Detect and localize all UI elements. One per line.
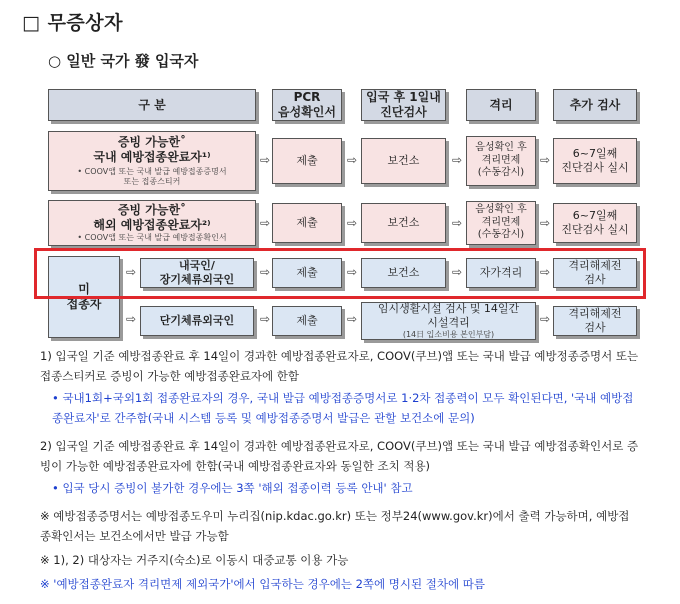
arrow-icon: ⇨ (451, 153, 463, 167)
arrow-icon: ⇨ (346, 265, 358, 279)
page-title: □ 무증상자 (22, 12, 123, 34)
sub2-day1-text: 임시생활시설 검사 및 14일간 시설격리 (377, 302, 520, 330)
sub-domestic-longterm: 내국인/ 장기체류외국인 (140, 258, 254, 288)
arrow-icon: ⇨ (346, 216, 358, 230)
row2-pcr: 제출 (272, 203, 342, 243)
sub2-day1-facility (361, 302, 536, 340)
row1-pcr: 제출 (272, 138, 342, 184)
note-3: ※ 예방접종증명서는 예방접종도우미 누리집(nip.kdac.go.kr) 또는 정부24(www.gov.kr)에서 출력 가능하며, 예방접종확인서는 보건소에서만 발급 가능함 (40, 509, 630, 543)
arrow-icon: ⇨ (259, 216, 271, 230)
arrow-icon: ⇨ (539, 312, 551, 326)
note-2: 2) 입국일 기준 예방접종완료 후 14일이 경과한 예방접종완료자로, COOV(쿠브)앱 또는 국내 발급 예방접종확인서로 증빙이 가능한 예방접종완료자에 한함(국내 예방접종완료자와 동일한 조치 적용) (40, 439, 639, 473)
row-unvaccinated: 미 접종자 (48, 256, 120, 338)
arrow-icon: ⇨ (346, 153, 358, 167)
header-category: 구 분 (48, 89, 256, 121)
arrow-icon: ⇨ (259, 312, 271, 326)
row2-day1: 보건소 (361, 203, 446, 243)
arrow-icon: ⇨ (125, 265, 137, 279)
sub1-pcr: 제출 (272, 258, 342, 288)
sub1-extra: 격리해제전 검사 (553, 258, 637, 288)
note-1: 1) 입국일 기준 예방접종완료 후 14일이 경과한 예방접종완료자로, COOV(쿠브)앱 또는 국내 발급 예방정종증명서 또는 접종스티커로 증빙이 가능한 예방접종완료자에 한함 (40, 349, 639, 383)
note-2-blue: • 입국 당시 증빙이 불가한 경우에는 3쪽 '해외 접종이력 등록 안내' 참고 (52, 481, 413, 495)
row2-note: • COOV앱 또는 국내 발급 예방접종확인서 (77, 233, 227, 243)
arrow-icon: ⇨ (539, 153, 551, 167)
arrow-icon: ⇨ (125, 312, 137, 326)
note-4: ※ 1), 2) 대상자는 거주지(숙소)로 이동시 대중교통 이용 가능 (40, 553, 349, 567)
sub1-quarantine: 자가격리 (466, 258, 536, 288)
sub2-pcr: 제출 (272, 306, 342, 336)
sub1-day1: 보건소 (361, 258, 446, 288)
sub-short-term: 단기체류외국인 (140, 306, 254, 336)
arrow-icon: ⇨ (539, 216, 551, 230)
header-quarantine: 격리 (466, 89, 536, 121)
row1-note: • COOV앱 또는 국내 발급 예방접종증명서 또는 접종스티커 (77, 167, 227, 186)
header-day1-test: 입국 후 1일내 진단검사 (361, 89, 446, 121)
header-extra-test: 추가 검사 (553, 89, 637, 121)
sub2-day1-note: (14日 입소비용 본인부담) (402, 329, 495, 339)
header-pcr: PCR 음성확인서 (272, 89, 342, 121)
row2-quarantine: 음성확인 후 격리면제 (수동감시) (466, 201, 536, 245)
row-domestic-vaccinated (48, 131, 256, 191)
arrow-icon: ⇨ (259, 265, 271, 279)
arrow-icon: ⇨ (539, 265, 551, 279)
arrow-icon: ⇨ (259, 153, 271, 167)
row2-title-line1: 증빙 가능한˚ (117, 203, 187, 218)
highlight-frame (34, 248, 646, 299)
row1-quarantine: 음성확인 후 격리면제 (수동감시) (466, 136, 536, 186)
arrow-icon: ⇨ (346, 312, 358, 326)
sub2-extra: 격리해제전 검사 (553, 306, 637, 336)
row2-title-line2: 해외 예방접종완료자²⁾ (93, 218, 211, 233)
row1-day1: 보건소 (361, 138, 446, 184)
row2-extra: 6~7일째 진단검사 실시 (553, 203, 637, 243)
row1-title-line2: 국내 예방접종완료자¹⁾ (93, 150, 211, 165)
arrow-icon: ⇨ (451, 265, 463, 279)
note-5: ※ '예방접종완료자 격리면제 제외국가'에서 입국하는 경우에는 2쪽에 명시된 절차에 따름 (40, 577, 485, 591)
row1-extra: 6~7일째 진단검사 실시 (553, 138, 637, 184)
section-subtitle: ○ 일반 국가 發 입국자 (48, 52, 199, 70)
row1-title-line1: 증빙 가능한˚ (117, 135, 187, 150)
arrow-icon: ⇨ (451, 216, 463, 230)
row-overseas-vaccinated (48, 200, 256, 246)
note-1-blue: • 국내1회+국외1회 접종완료자의 경우, 국내 발급 예방접종증명서로 1·2차 접종력이 모두 확인된다면, '국내 예방접종완료자'로 간주함(국내 시스템 등록 및 예방접종증명서 발급은 관할 보건소에 문의) (52, 391, 634, 425)
